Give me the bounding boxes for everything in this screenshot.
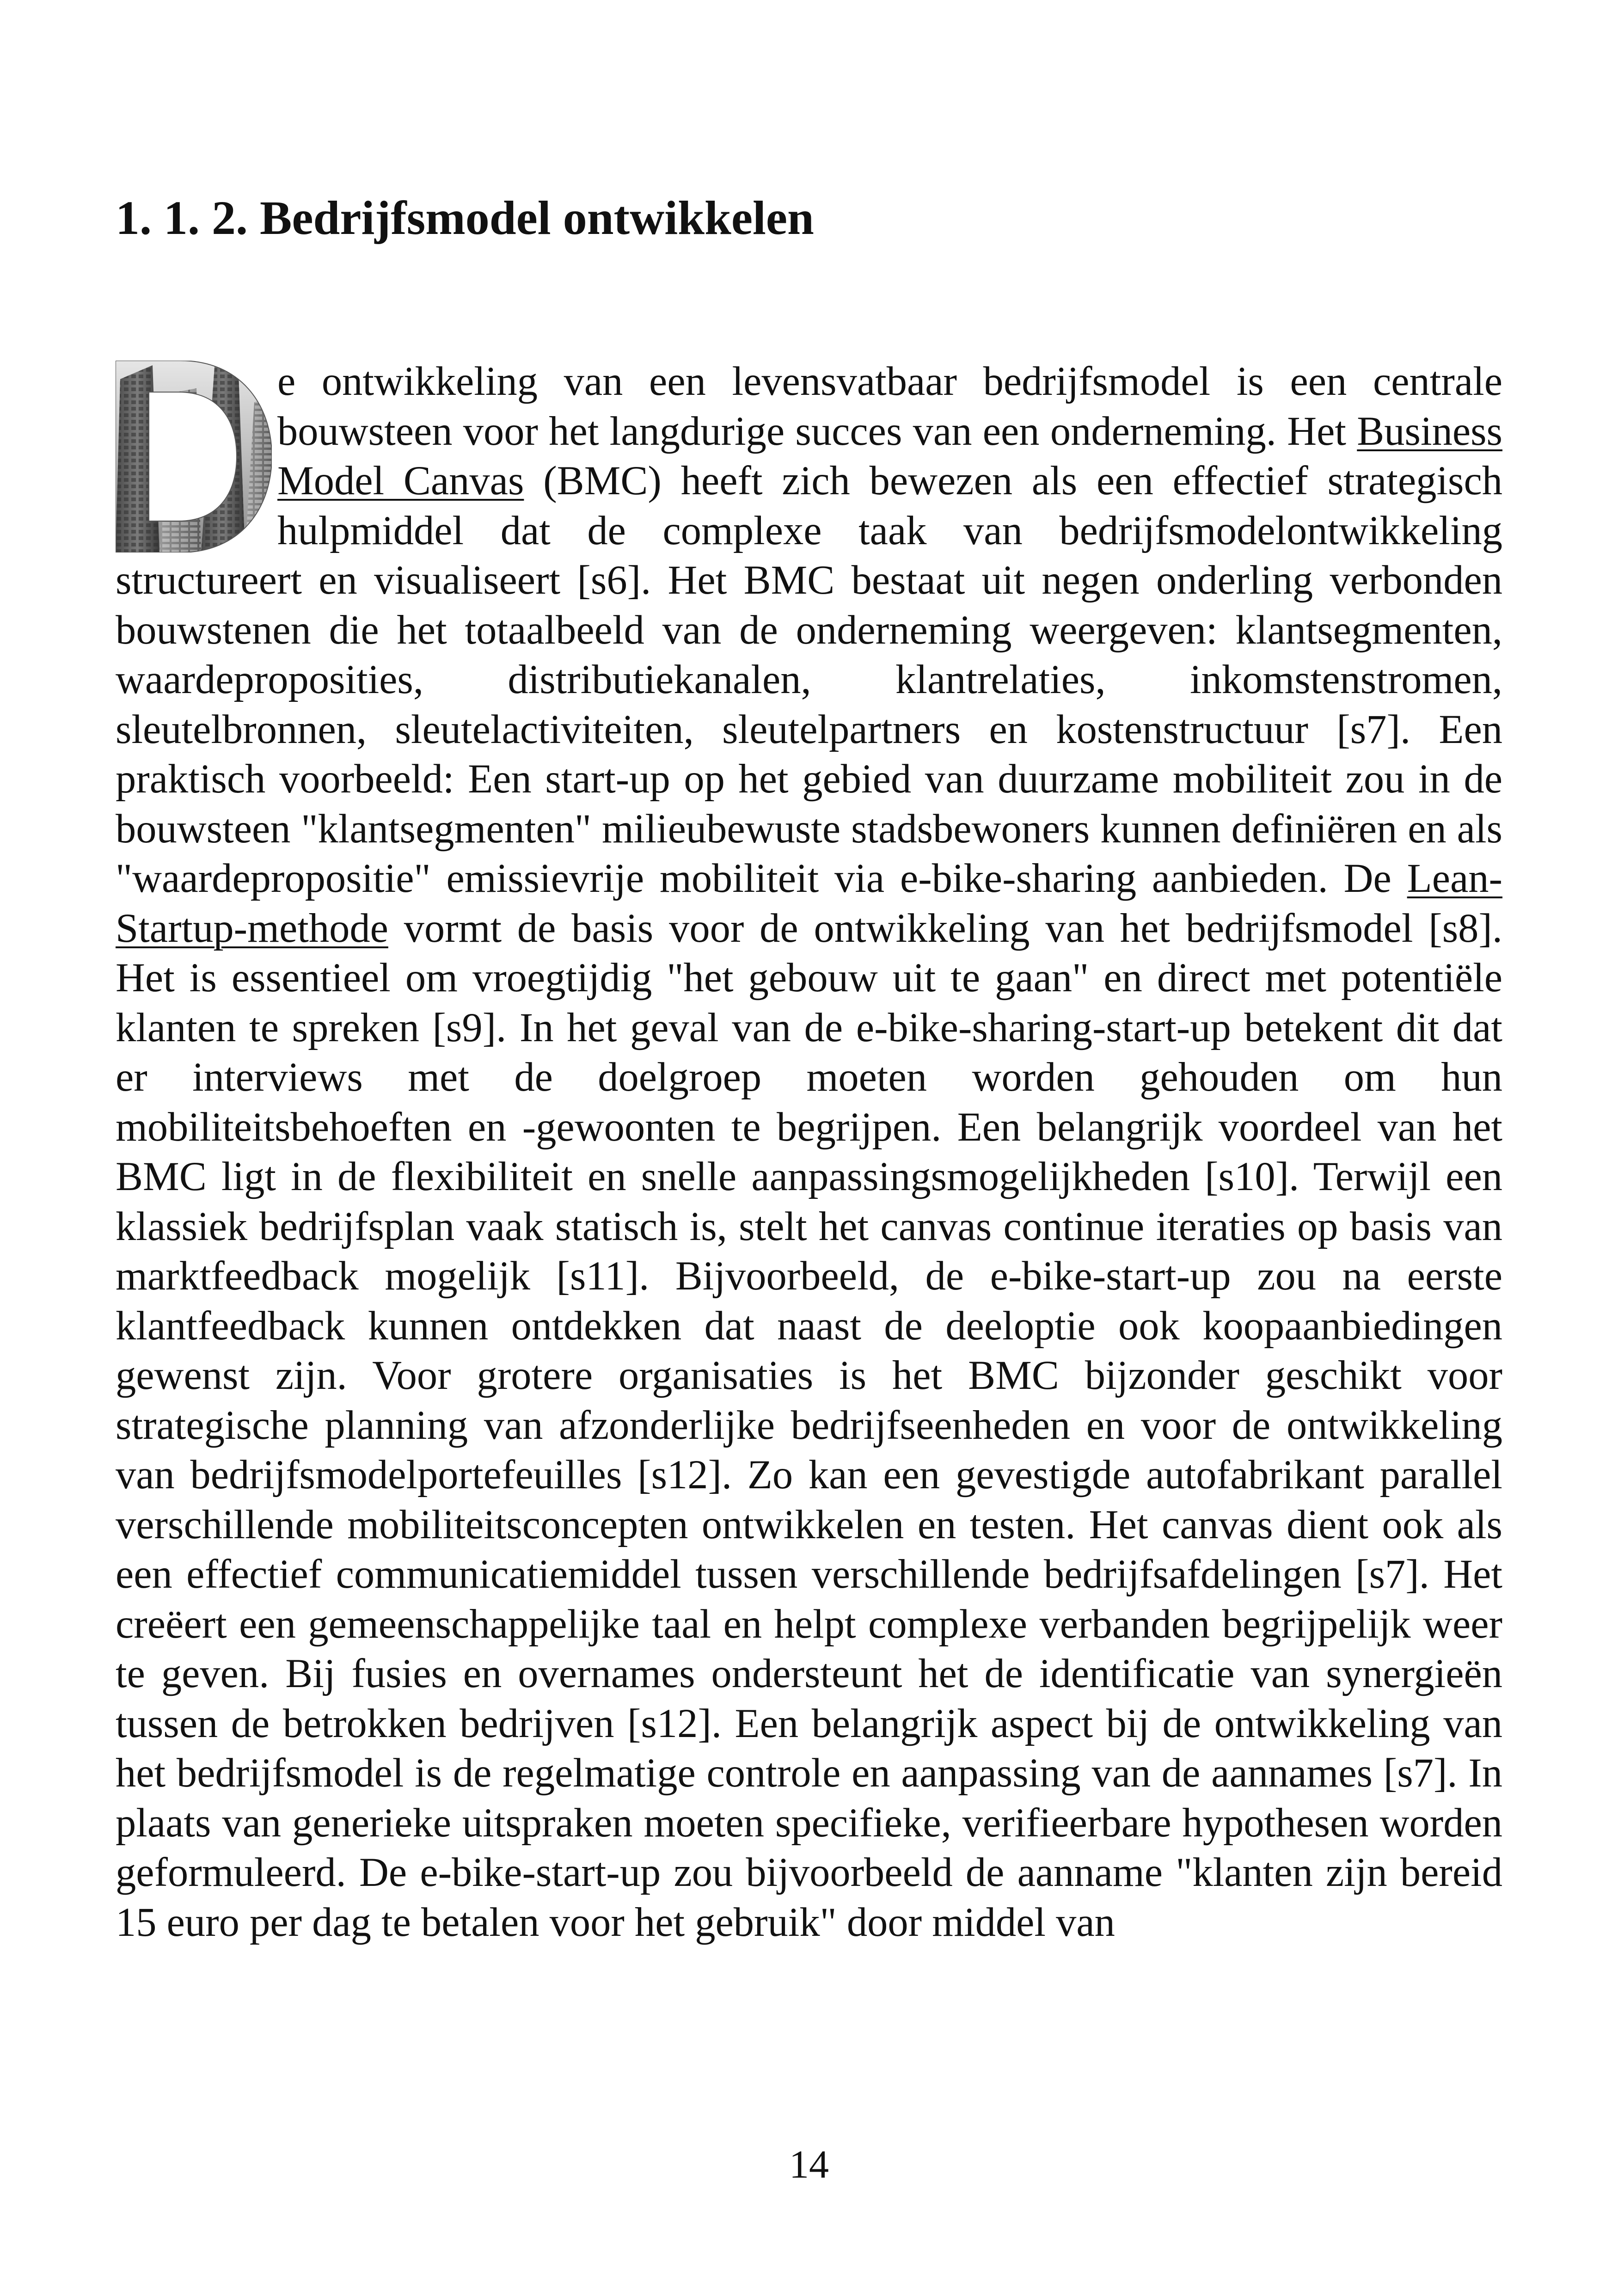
page-number: 14 bbox=[789, 2142, 829, 2186]
paragraph-text-part-1: e ontwikkeling van een levensvatbaar bedrijfsmodel is een centrale bouwsteen voor het langdurige succes van een onderneming. Het bbox=[277, 359, 1502, 454]
paragraph-text-part-2: (BMC) heeft zich bewezen als een effectief strategisch hulpmiddel dat de complexe taak van bedrijfsmodelontwikkeling structureert en visualiseert [s6]. Het BMC bestaat uit negen onderling verbonden bouwstenen die het totaalbeeld van de onderneming weergeven: klantsegmenten, waardeproposities, distributiekanalen, klantrelaties, inkomstenstromen, sleutelbronnen, sleutelactiviteiten, sleutelpartners en kostenstructuur [s7]. Een praktisch voorbeeld: Een start-up op het gebied van duurzame mobiliteit zou in de bouwsteen "klantsegmenten" milieubewuste stadsbewoners kunnen definiëren en als "waardepropositie" emissievrije mobiliteit via e-bike-sharing aanbieden. De bbox=[116, 458, 1503, 901]
lean-startup-link[interactable]: Lean-Startup-methode bbox=[116, 856, 1502, 951]
business-model-canvas-link[interactable]: Business Model Canvas bbox=[277, 408, 1502, 503]
paragraph-text-part-3: vormt de basis voor de ontwikkeling van het bedrijfsmodel [s8]. Het is essentieel om vroegtijdig "het gebouw uit te gaan" en direct met potentiële klanten te spreken [s9]. In het geval van de e-bike-sharing-start-up betekent dit dat er interviews met de doelgroep moeten worden gehouden om hun mobiliteitsbehoeften en -gewoonten te begrijpen. Een belangrijk voordeel van het BMC ligt in de flexibiliteit en snelle aanpassingsmogelijkheden [s10]. Terwijl een klassiek bedrijfsplan vaak statisch is, stelt het canvas continue iteraties op basis van marktfeedback mogelijk [s11]. Bijvoorbeeld, de e-bike-start-up zou na eerste klantfeedback kunnen ontdekken dat naast de deeloptie ook koopaanbiedingen gewenst zijn. Voor grotere organisaties is het BMC bijzonder geschikt voor strategische planning van afzonderlijke bedrijfseenheden en voor de ontwikkeling van bedrijfsmodelportefeuilles [s12]. Zo kan een gevestigde autofabrikant parallel verschillende mobiliteitsconcepten ontwikkelen en testen. Het canvas dient ook als een effectief communicatiemiddel tussen verschillende bedrijfsafdelingen [s7]. Het creëert een gemeenschappelijke taal en helpt complexe verbanden begrijpelijk weer te geven. Bij fusies en overnames ondersteunt het de identificatie van synergieën tussen de betrokken bedrijven [s12]. Een belangrijk aspect bij de ontwikkeling van het bedrijfsmodel is de regelmatige controle en aanpassing van de aannames [s7]. In plaats van generieke uitspraken moeten specifieke, verifieerbare hypothesen worden geformuleerd. De e-bike-start-up zou bijvoorbeeld de aanname "klanten zijn bereid 15 euro per dag te betalen voor het gebruik" door middel van bbox=[116, 905, 1502, 1945]
section-heading: 1. 1. 2. Bedrijfsmodel ontwikkelen bbox=[116, 191, 814, 245]
body-text bbox=[116, 357, 1502, 1947]
drop-cap-letter-image bbox=[116, 361, 272, 553]
